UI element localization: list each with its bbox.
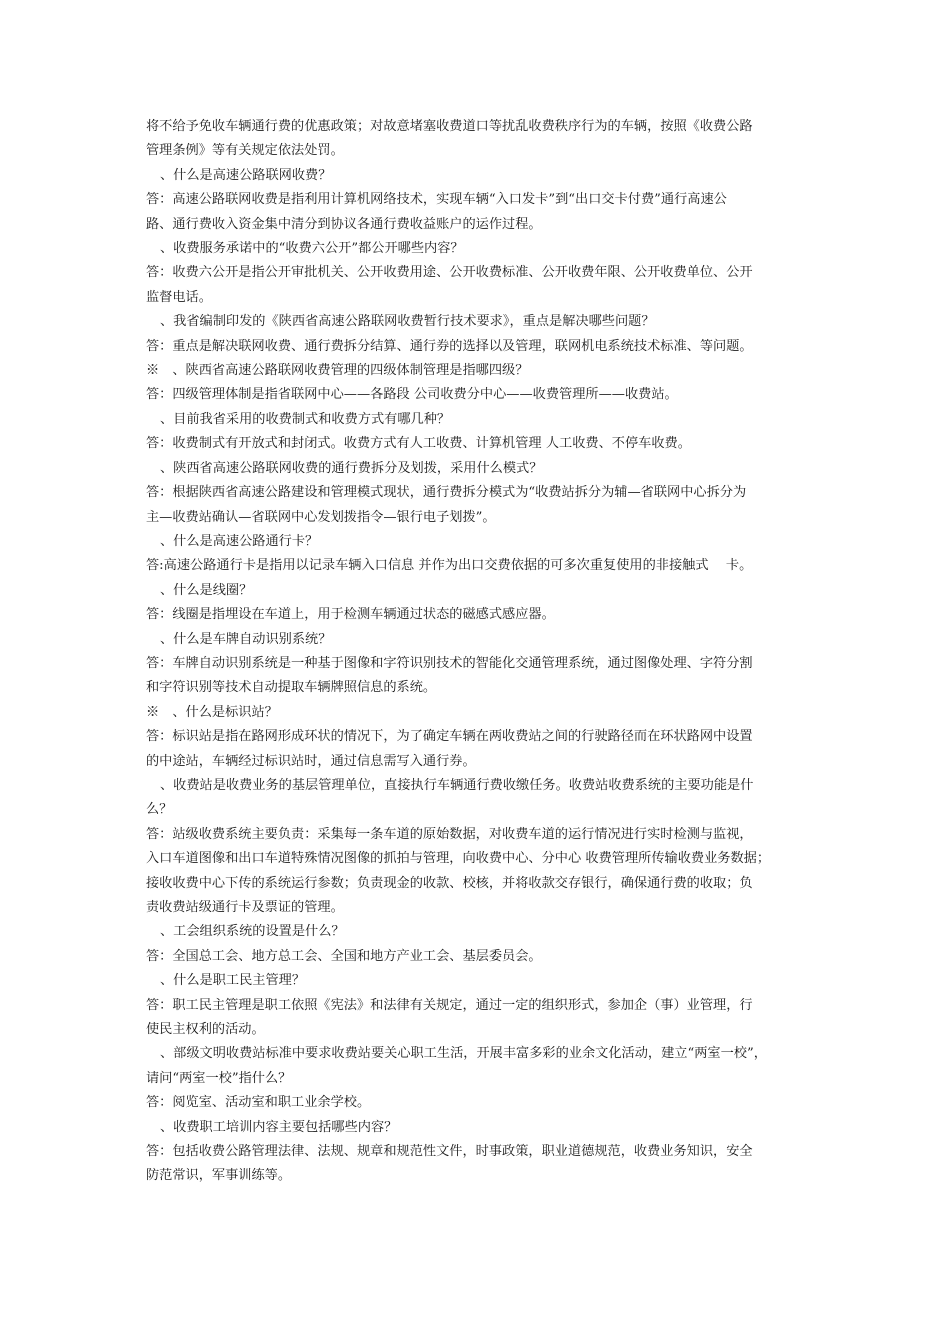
text-line: 、什么是高速公路通行卡？: [160, 533, 319, 549]
text-line: ※ 、什么是标识站？: [146, 704, 278, 720]
text-line: 、收费站是收费业务的基层管理单位，直接执行车辆通行费收缴任务。收费站收费系统的主要功能是什: [160, 777, 754, 793]
text-line: 和字符识别等技术自动提取车辆牌照信息的系统。: [146, 680, 437, 696]
text-line: 防范常识，军事训练等。: [146, 1168, 292, 1184]
text-line: 答：包括收费公路管理法律、法规、规章和规范性文件，时事政策，职业道德规范，收费业务知识，安全: [146, 1144, 753, 1160]
text-line: 答:高速公路通行卡是指用以记录车辆入口信息 并作为出口交费依据的可多次重复使用的非接触式 卡。: [146, 558, 753, 574]
text-line: 责收费站级通行卡及票证的管理。: [146, 900, 344, 915]
text-line: 答：站级收费系统主要负责：采集每一条车道的原始数据，对收费车道的运行情况进行实时检测与监视，: [146, 826, 753, 842]
text-line: 、收费服务承诺中的“收费六公开”都公开哪些内容？: [160, 241, 464, 257]
text-line: 答：四级管理体制是指省联网中心——各路段 公司收费分中心——收费管理所——收费站。: [146, 387, 678, 403]
text-line: 的中途站，车辆经过标识站时，通过信息需写入通行券。: [146, 753, 476, 769]
text-line: 答：职工民主管理是职工依照《宪法》和法律有关规定，通过一定的组织形式，参加企（事）业管理，行: [146, 997, 753, 1013]
text-line: 、什么是线圈？: [160, 582, 253, 598]
text-line: 入口车道图像和出口车道特殊情况图像的抓拍与管理，向收费中心、分中心 收费管理所传输收费业务数据；: [146, 851, 771, 867]
text-line: 主—收费站确认—省联网中心发划拨指令—银行电子划拨”。: [146, 509, 496, 525]
text-line: 么？: [146, 802, 173, 818]
text-line: 监督电话。: [146, 289, 212, 305]
text-line: 将不给予免收车辆通行费的优惠政策；对故意堵塞收费道口等扰乱收费秩序行为的车辆，按照《收费公路: [146, 119, 753, 134]
text-line: 答：车牌自动识别系统是一种基于图像和字符识别技术的智能化交通管理系统，通过图像处理、字符分割: [146, 655, 753, 671]
text-line: 接收收费中心下传的系统运行参数；负责现金的收款、校核，并将收款交存银行，确保通行费的收取；负: [146, 875, 753, 891]
text-line: 答：收费六公开是指公开审批机关、公开收费用途、公开收费标准、公开收费年限、公开收费单位、公开: [146, 265, 753, 281]
text-line: 答：重点是解决联网收费、通行费拆分结算、通行券的选择以及管理，联网机电系统技术标准、等问题。: [146, 338, 753, 354]
text-line: 路、通行费收入资金集中清分到协议各通行费收益账户的运作过程。: [146, 216, 542, 232]
text-line: 、我省编制印发的《陕西省高速公路联网收费暂行技术要求》，重点是解决哪些问题？: [160, 314, 655, 330]
text-line: 答：线圈是指埋设在车道上，用于检测车辆通过状态的磁感式感应器。: [146, 607, 555, 623]
text-line: 、收费职工培训内容主要包括哪些内容？: [160, 1119, 398, 1135]
text-line: 、目前我省采用的收费制式和收费方式有哪几种？: [160, 411, 451, 427]
text-line: 答：标识站是指在路网形成环状的情况下，为了确定车辆在两收费站之间的行驶路径而在环状路网中设置: [146, 729, 753, 745]
text-line: 答：根据陕西省高速公路建设和管理模式现状，通行费拆分模式为“收费站拆分为辅—省联网中心拆分为: [146, 485, 747, 501]
text-line: 答：收费制式有开放式和封闭式。收费方式有人工收费、计算机管理 人工收费、不停车收费。: [146, 436, 691, 452]
text-line: 答：高速公路联网收费是指利用计算机网络技术，实现车辆“入口发卡”到“出口交卡付费”通行高速公: [146, 192, 727, 208]
text-line: 、工会组织系统的设置是什么？: [160, 924, 345, 940]
text-line: 、什么是高速公路联网收费？: [160, 167, 332, 183]
text-line: 管理条例》等有关规定依法处罚。: [146, 143, 344, 159]
text-line: 、什么是职工民主管理？: [160, 973, 306, 989]
text-line: 、部级文明收费站标准中要求收费站要关心职工生活，开展丰富多彩的业余文化活动，建立“两室一校”，: [160, 1046, 767, 1062]
text-line: 请问“两室一校”指什么？: [146, 1070, 292, 1086]
text-line: 、什么是车牌自动识别系统？: [160, 631, 332, 647]
text-line: 、陕西省高速公路联网收费的通行费拆分及划拨，采用什么模式？: [160, 460, 543, 476]
text-line: 答：全国总工会、地方总工会、全国和地方产业工会、基层委员会。: [146, 948, 542, 964]
text-line: ※ 、陕西省高速公路联网收费管理的四级体制管理是指哪四级？: [146, 363, 529, 379]
text-line: 使民主权利的活动。: [146, 1022, 265, 1038]
document-body: [146, 115, 810, 1189]
text-line: 答：阅览室、活动室和职工业余学校。: [146, 1095, 371, 1111]
